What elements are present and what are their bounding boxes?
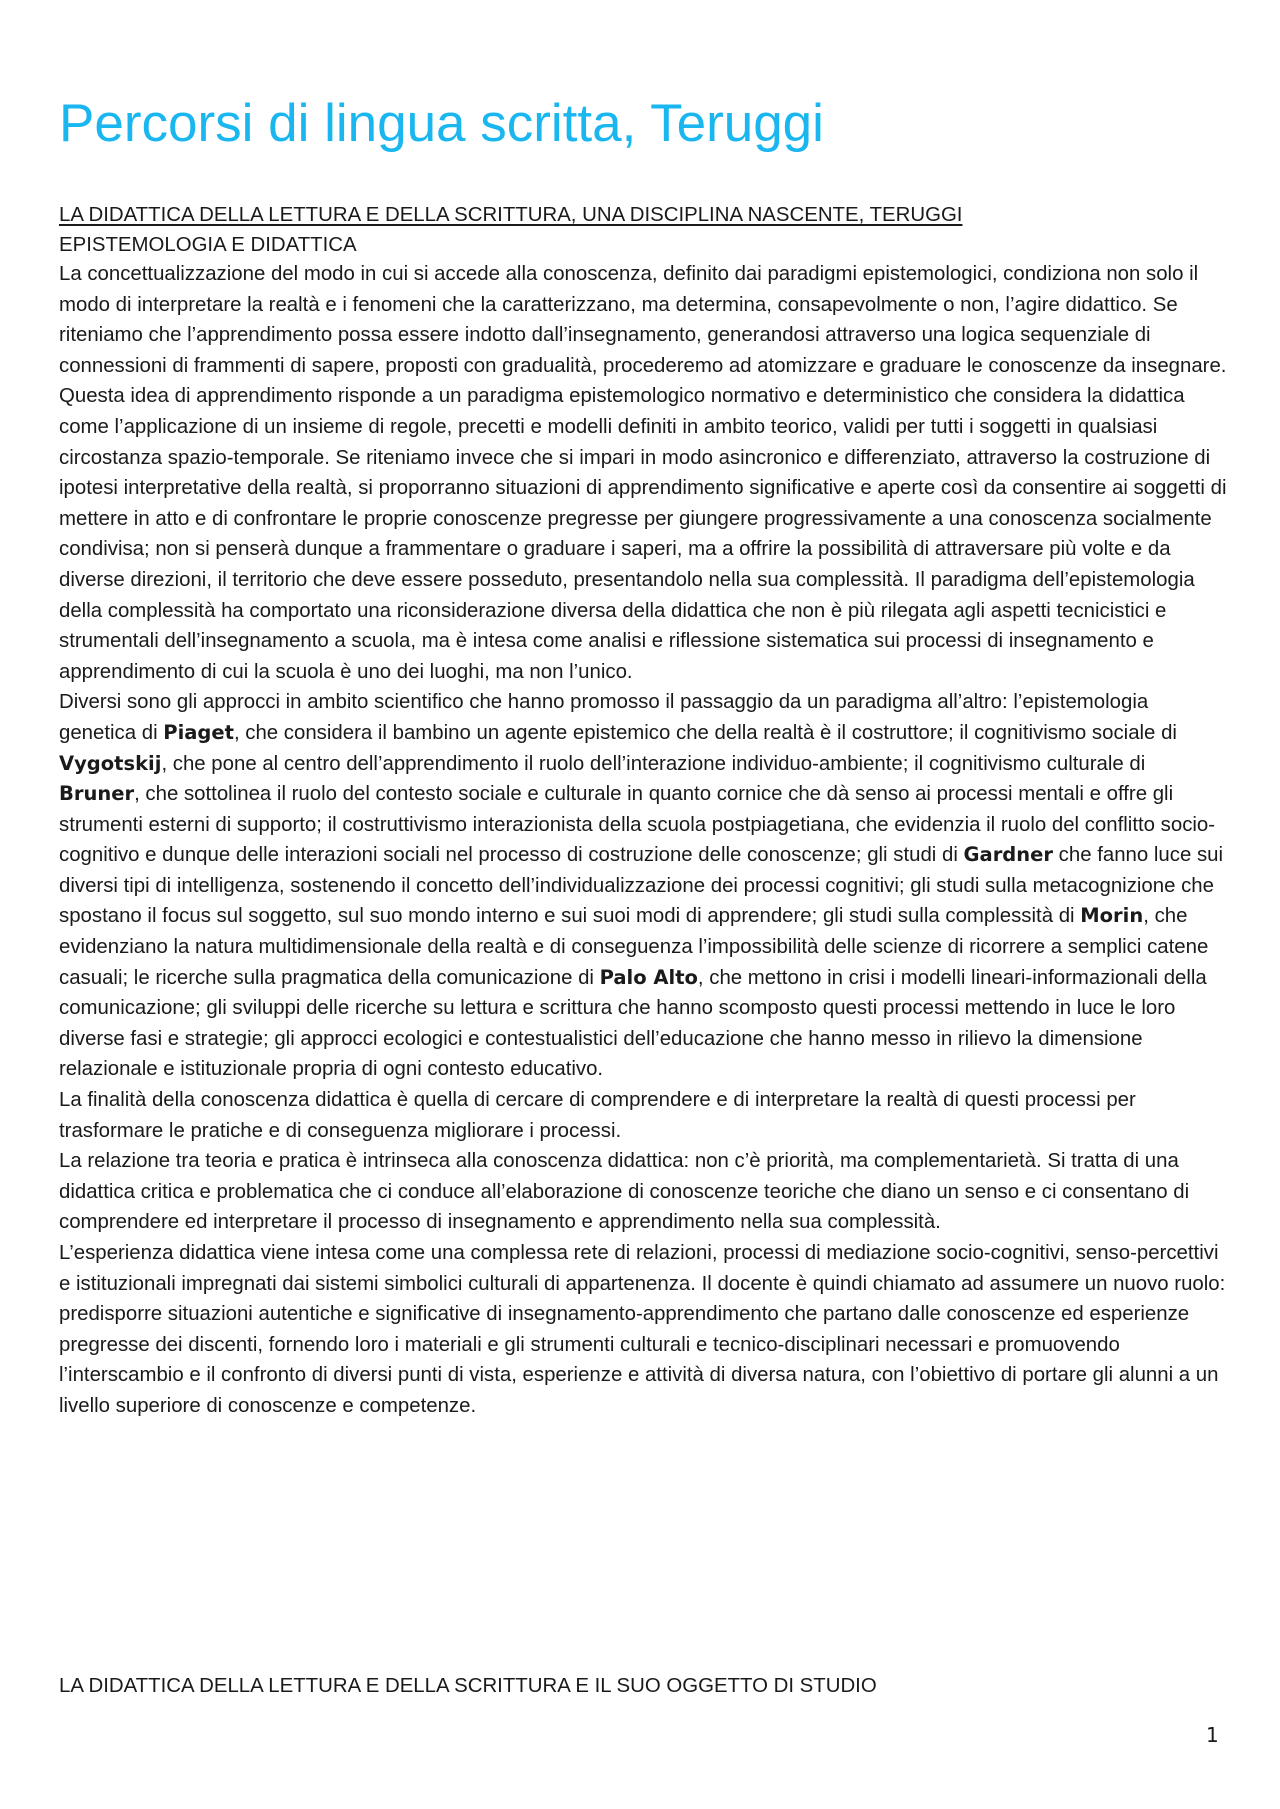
text-span: , che considera il bambino un agente epistemico che della realtà è il costruttore; il cognitivismo sociale di [233, 721, 1177, 744]
paragraph-1: La concettualizzazione del modo in cui si accede alla conoscenza, definito dai paradigmi epistemologici, condiziona non solo il modo di interpretare la realtà e i fenomeni che la caratterizzano, ma determina, consapevolmente o non, l’agire didattico. Se riteniamo che l’apprendimento possa essere indotto dall’insegnamento, generandosi attraverso una logica sequenziale di connessioni di frammenti di sapere, proposti con gradualità, procederemo ad atomizzare e graduare le conoscenze da insegnare. Questa idea di apprendimento risponde a un paradigma epistemologico normativo e deterministico che considera la didattica come l’applicazione di un insieme di regole, precetti e modelli definiti in ambito teorico, validi per tutti i soggetti in qualsiasi circostanza spazio-temporale. Se riteniamo invece che si impari in modo asincronico e differenziato, attraverso la costruzione di ipotesi interpretative della realtà, si proporranno situazioni di apprendimento significative e aperte così da consentire ai soggetti di mettere in atto e di confrontare le proprie conoscenze pregresse per giungere progressivamente a una conoscenza socialmente condivisa; non si penserà dunque a frammentare o graduare i saperi, ma a offrire la possibilità di attraversare più volte e da diverse direzioni, il territorio che deve essere posseduto, presentandolo nella sua complessità. Il paradigma dell’epistemologia della complessità ha comportato una riconsiderazione diversa della didattica che non è più rilegata agli aspetti tecnicistici e strumentali dell’insegnamento a scuola, ma è intesa come analisi e riflessione sistematica sui processi di insegnamento e apprendimento di cui la scuola è uno dei luoghi, ma non l’unico. [59, 263, 1227, 683]
section-heading: LA DIDATTICA DELLA LETTURA E DELLA SCRITTURA, UNA DISCIPLINA NASCENTE, TERUGGI [59, 204, 963, 226]
body-text [59, 259, 1229, 1422]
paragraph-5: L’esperienza didattica viene intesa come una complessa rete di relazioni, processi di mediazione socio-cognitivi, senso-percettivi e istituzionali impregnati dai sistemi simbolici culturali di appartenenza. Il docente è quindi chiamato ad assumere un nuovo ruolo: predisporre situazioni autentiche e significative di insegnamento-apprendimento che partano dalle conoscenze ed esperienze pregresse dei discenti, fornendo loro i materiali e gli strumenti culturali e tecnico-disciplinari necessari e promuovendo l’interscambio e il confronto di diversi punti di vista, esperienze e attività di diversa natura, con l’obiettivo di portare gli alunni a un livello superiore di conoscenze e competenze. [59, 1242, 1226, 1417]
text-span: , che pone al centro dell’apprendimento il ruolo dell’interazione individuo-ambiente; il cognitivismo culturale di [161, 752, 1146, 775]
author-name-palo-alto: Palo Alto [599, 965, 698, 989]
author-name-bruner: Bruner [59, 782, 135, 806]
text-span: , che evidenziano la natura multidimensionale della realtà e di conseguenza l’impossibilità delle scienze di ricorrere a semplici catene casuali; le ricerche sulla pragmatica della comunicazione di [59, 905, 1209, 989]
author-name-piaget: Piaget [163, 720, 234, 744]
text-span: Diversi sono gli approcci in ambito scientifico che hanno promosso il passaggio da un paradigma all’altro: l’epistemologia genetica di [59, 691, 1149, 744]
text-span: , che sottolinea il ruolo del contesto sociale e culturale in quanto cornice che dà senso ai processi mentali e offre gli strumenti esterni di supporto; il costruttivismo interazionista della scuola postpiagetiana, che evidenzia il ruolo del conflitto socio-cognitivo e dunque delle interazioni sociali nel processo di costruzione delle conoscenze; gli studi di [59, 783, 1216, 867]
text-span: che fanno luce sui diversi tipi di intelligenza, sostenendo il concetto dell’individualizzazione dei processi cognitivi; gli studi sulla metacognizione che spostano il focus sul soggetto, sul suo mondo interno e sui suoi modi di apprendere; gli studi sulla complessità di [59, 844, 1224, 928]
author-name-vygotskij: Vygotskij [59, 751, 162, 775]
paragraph-2 [59, 687, 1229, 1085]
next-section-heading: LA DIDATTICA DELLA LETTURA E DELLA SCRITTURA E IL SUO OGGETTO DI STUDIO [59, 1675, 877, 1697]
subheading: EPISTEMOLOGIA E DIDATTICA [59, 234, 357, 256]
paragraph-4: La relazione tra teoria e pratica è intrinseca alla conoscenza didattica: non c’è priorità, ma complementarietà. Si tratta di una didattica critica e problematica che ci conduce all’elaborazione di conoscenze teoriche che diano un senso e ci consentano di comprendere ed interpretare il processo di insegnamento e apprendimento nella sua complessità. [59, 1150, 1190, 1234]
author-name-gardner: Gardner [963, 843, 1053, 867]
text-span: , che mettono in crisi i modelli lineari-informazionali della comunicazione; gli sviluppi delle ricerche su lettura e scrittura che hanno scomposto questi processi mettendo in luce le loro diverse fasi e strategie; gli approcci ecologici e contestualistici dell’educazione che hanno messo in rilievo la dimensione relazionale e istituzionale propria di ogni contesto educativo. [59, 966, 1207, 1081]
page-number: 1 [1206, 1723, 1219, 1747]
paragraph-3: La finalità della conoscenza didattica è quella di cercare di comprendere e di interpretare la realtà di questi processi per trasformare le pratiche e di conseguenza migliorare i processi. [59, 1089, 1136, 1142]
author-name-morin: Morin [1080, 904, 1144, 928]
document-title: Percorsi di lingua scritta, Teruggi [59, 94, 824, 153]
